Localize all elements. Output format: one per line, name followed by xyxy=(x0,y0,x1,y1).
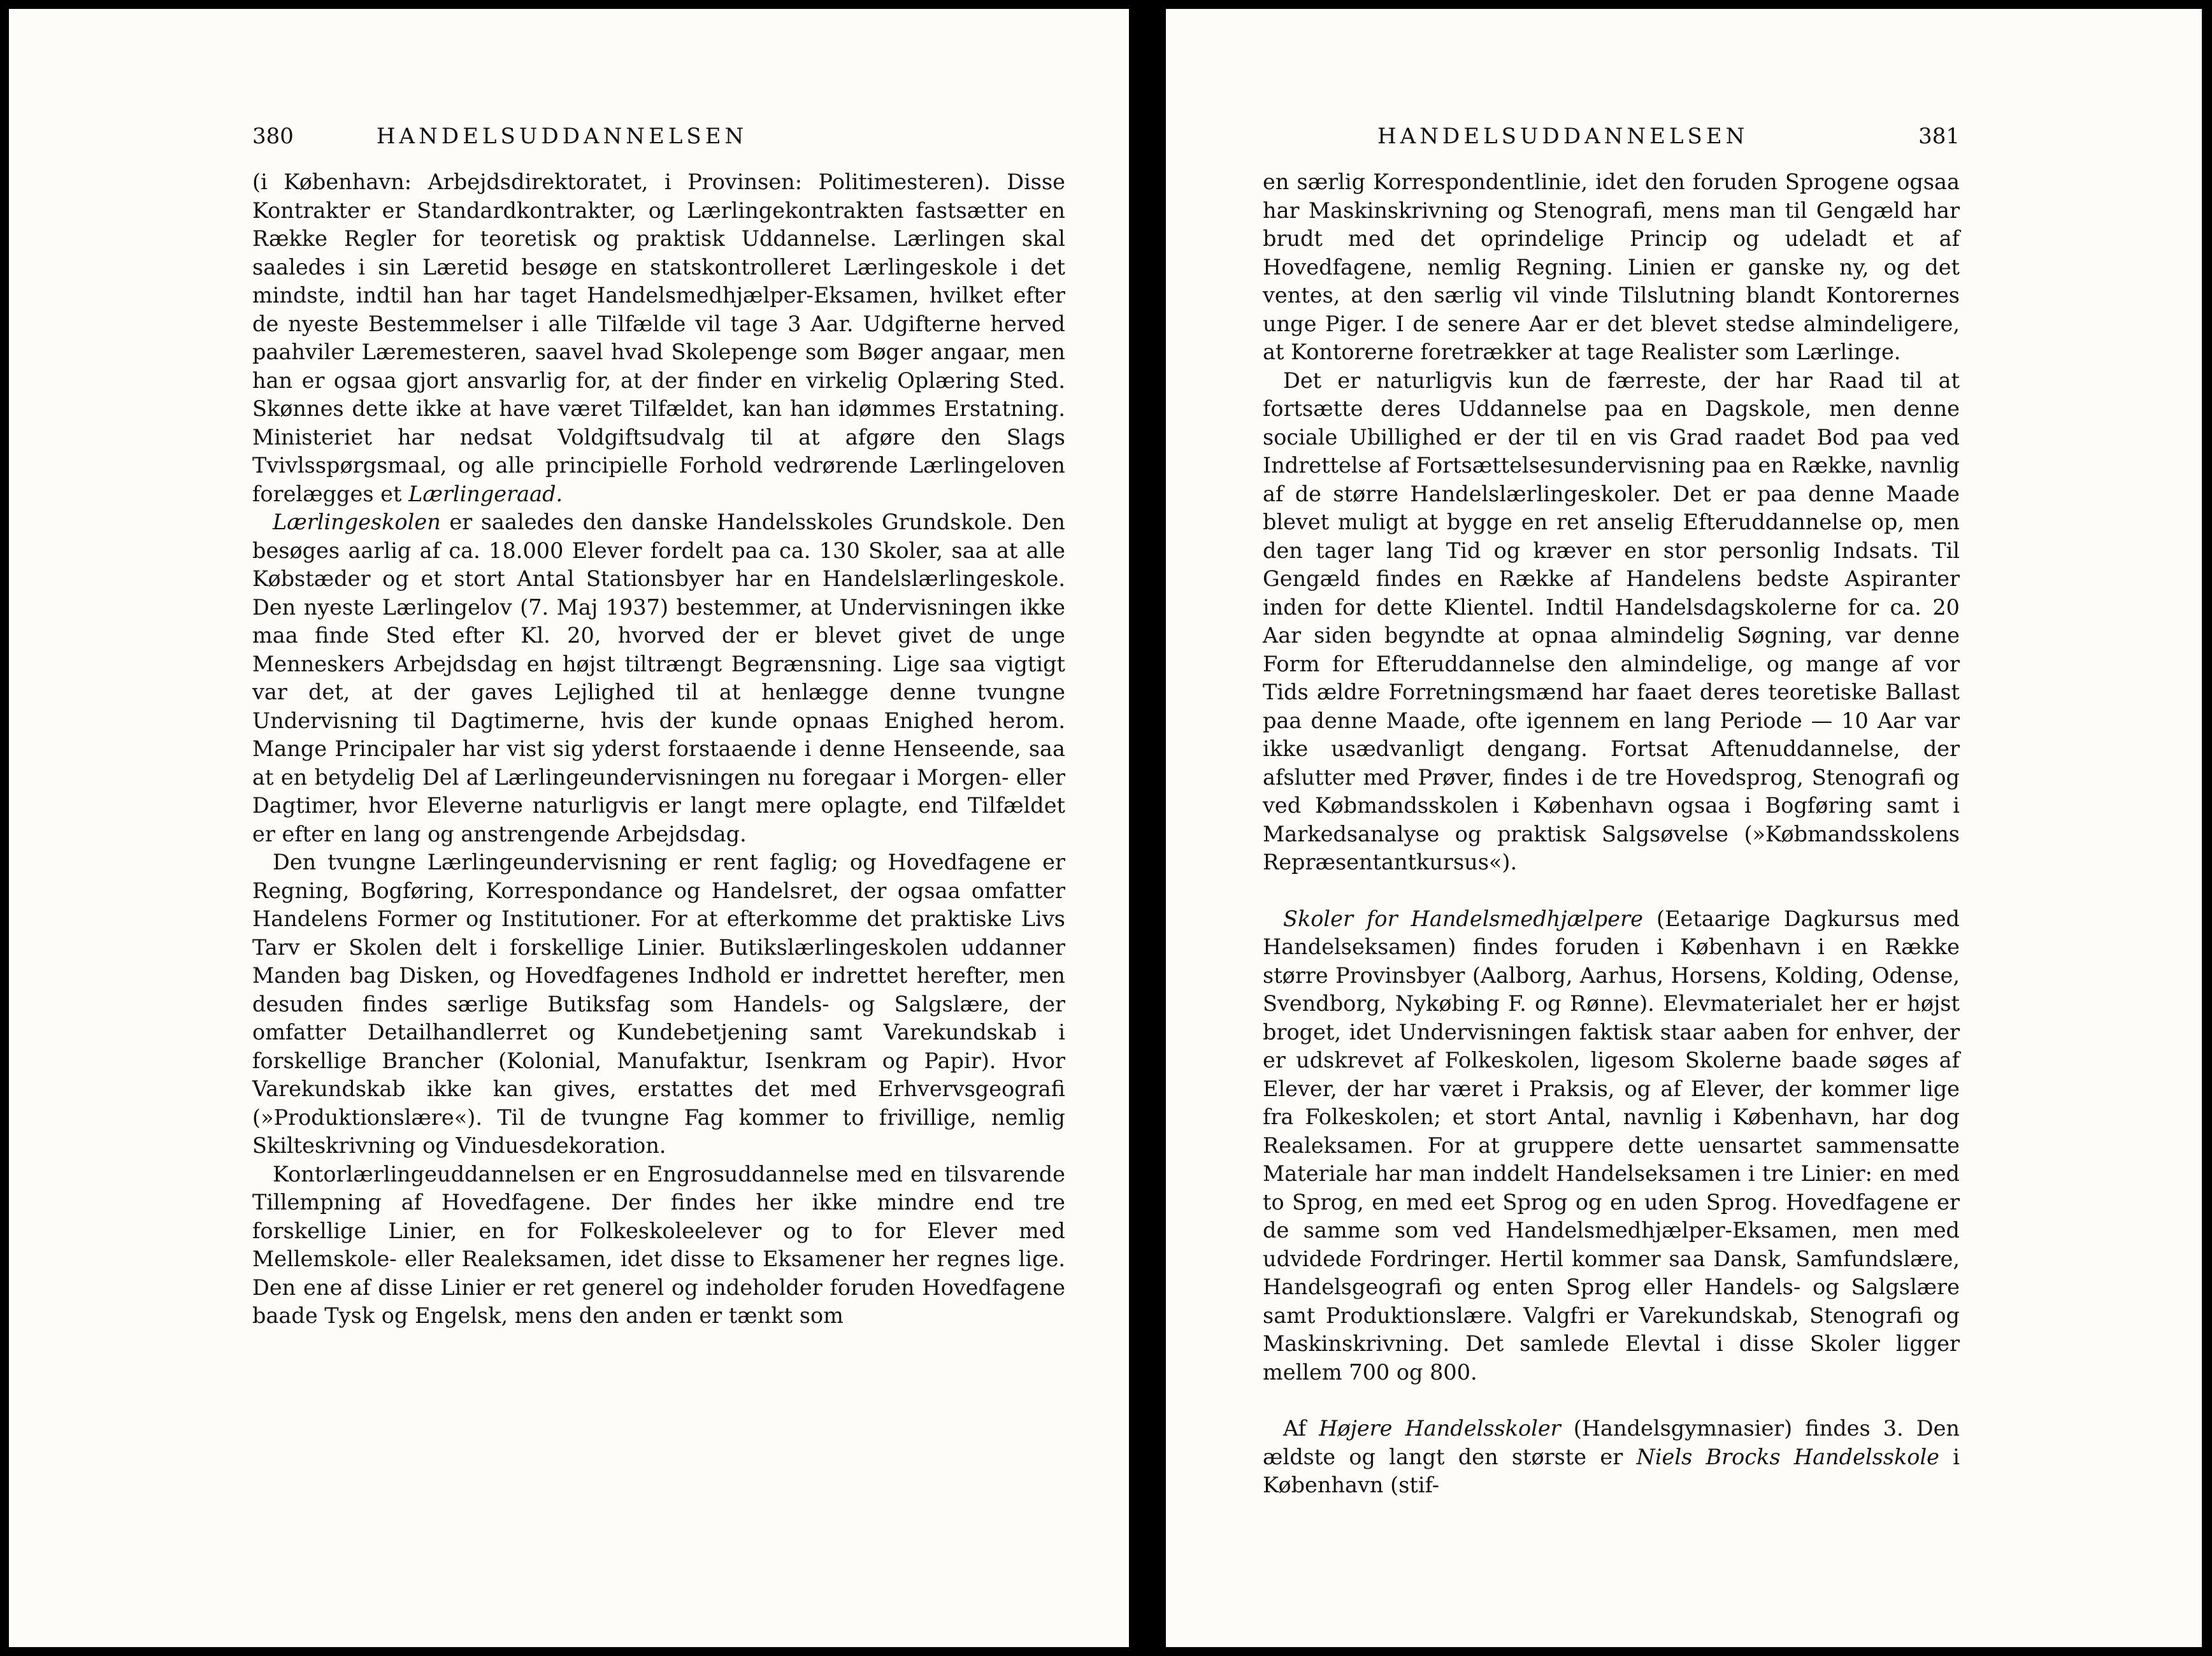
text-run: (i København: Arbejdsdirektoratet, i Provinsen: Politimesteren). Disse Kontrakter er Standardkontrakter, og Lærlingekontrakten fastsætter en Række Regler for teoretisk og praktisk Uddannelse. Lærlingen skal saaledes i sin Læretid besøge en statskontrolleret Lærlingeskole i det mindste, indtil han har taget Handelsmedhjælper-Eksamen, hvilket efter de nyeste Bestemmelser i alle Tilfælde vil tage 3 Aar. Udgifterne herved paahviler Læremesteren, saavel hvad Skolepenge som Bøger angaar, men han er ogsaa gjort ansvarlig for, at der finder en virkelig Oplæring Sted. Skønnes dette ikke at have været Tilfældet, kan han idømmes Erstatning. Ministeriet har nedsat Voldgiftsudvalg til at afgøre den Slags Tvivlsspørgsmaal, og alle principielle Forhold vedrørende Lærlingeloven forelægges et xyxy=(252,169,1065,506)
italic-text: Højere Handelsskoler xyxy=(1319,1416,1561,1441)
italic-text: Lærlingeraad. xyxy=(408,481,563,506)
text-run: Af xyxy=(1283,1416,1319,1441)
italic-text: Skoler for Handelsmedhjælpere xyxy=(1283,906,1643,931)
text-run: Kontorlærlingeuddannelsen er en Engrosuddannelse med en tilsvarende Tillempning af Hovedfagene. Der findes her ikke mindre end tre forskellige Linier, en for Folkeskoleelever og to for Elever med Mellemskole- eller Realeksamen, idet disse to Eksamener her regnes lige. Den ene af disse Linier er ret generel og indeholder foruden Hovedfagene baade Tysk og Engelsk, mens den anden er tænkt som xyxy=(252,1161,1065,1328)
paragraph xyxy=(1263,367,1960,877)
paragraph xyxy=(1263,1415,1960,1500)
running-head: HANDELSUDDANNELSEN xyxy=(1377,124,1749,149)
left-page-header xyxy=(252,124,1065,163)
running-head: HANDELSUDDANNELSEN xyxy=(376,124,748,149)
italic-text: Lærlingeskolen xyxy=(273,510,441,534)
text-run: (Eetaarige Dagkursus med Handelseksamen) findes foruden i København i en Række større Provinsbyer (Aalborg, Aarhus, Horsens, Kolding, Odense, Svendborg, Nykøbing F. og Rønne). Elevmaterialet her er højst broget, idet Undervisningen faktisk staar aaben for enhver, der er udskrevet af Folkeskolen, ligesom Skolerne baade søges af Elever, der har været i Praksis, og af Elever, der kommer lige fra Folkeskolen; et stort Antal, navnlig i København, har dog Realeksamen. For at gruppere dette uensartet sammensatte Materiale har man inddelt Handelseksamen i tre Linier: en med to Sprog, en med eet Sprog og en uden Sprog. Hovedfagene er de samme som ved Handelsmedhjælper-Eksamen, men med udvidede Fordringer. Hertil kommer saa Dansk, Samfundslære, Handelsgeografi og enten Sprog eller Handels- og Salgslære samt Produktionslære. Valgfri er Varekundskab, Stenografi og Maskinskrivning. Det samlede Elevtal i disse Skoler ligger mellem 700 og 800. xyxy=(1263,906,1960,1385)
text-run: (Handelsgymnasier) findes 3. Den ældste og langt den største er xyxy=(1263,1416,1960,1469)
text-run: Det er naturligvis kun de færreste, der har Raad til at fortsætte deres Uddannelse paa en Dagskole, men denne sociale Ubillighed er der til en vis Grad raadet Bod paa ved Indrettelse af Fortsættelsesundervisning paa en Række, navnlig af de større Handelslærlingeskoler. Det er paa denne Maade blevet muligt at bygge en ret anselig Efteruddannelse op, men den tager lang Tid og kræver en stor personlig Indsats. Til Gengæld findes en Række af Handelens bedste Aspiranter inden for dette Klientel. Indtil Handelsdagskolerne for ca. 20 Aar siden begyndte at opnaa almindelig Søgning, var denne Form for Efteruddannelse den almindelige, og mange af vor Tids ældre Forretningsmænd har faaet deres teoretiske Ballast paa denne Maade, ofte igennem en lang Periode — 10 Aar var ikke usædvanligt dengang. Fortsat Aftenuddannelse, der afslutter med Prøver, findes i de tre Hovedsprog, Stenografi og ved Købmandsskolen i København ogsaa i Bogføring samt i Markedsanalyse og praktisk Salgsøvelse (»Købmandsskolens Repræsentantkursus«). xyxy=(1263,368,1960,874)
text-run: Den tvungne Lærlingeundervisning er rent faglig; og Hovedfagene er Regning, Bogføring, Korrespondance og Handelsret, der ogsaa omfatter Handelens Former og Institutioner. For at efterkomme det praktiske Livs Tarv er Skolen delt i forskellige Linier. Butikslærlingeskolen uddanner Manden bag Disken, og Hovedfagenes Indhold er indrettet herefter, men desuden findes særlige Butiksfag som Handels- og Salgslære, der omfatter Detailhandlerret og Kundebetjening samt Varekundskab i forskellige Brancher (Kolonial, Manufaktur, Isenkram og Papir). Hvor Varekundskab ikke kan gives, erstattes det med Erhvervsgeografi (»Produktionslære«). Til de tvungne Fag kommer to frivillige, nemlig Skilteskrivning og Vinduesdekoration. xyxy=(252,850,1065,1158)
right-page-header xyxy=(1263,124,1960,163)
text-run: er saaledes den danske Handelsskoles Grundskole. Den besøges aarlig af ca. 18.000 Elever fordelt paa ca. 130 Skoler, saa at alle Købstæder og et stort Antal Stationsbyer har en Handelslærlingeskole. Den nyeste Lærlingelov (7. Maj 1937) bestemmer, at Undervisningen ikke maa finde Sted efter Kl. 20, hvorved der er blevet givet de unge Menneskers Arbejdsdag en højst tiltrængt Begrænsning. Lige saa vigtigt var det, at der gaves Lejlighed til at henlægge denne tvungne Undervisning til Dagtimerne, hvis der kunde opnaas Enighed herom. Mange Principaler har vist sig yderst forstaaende i denne Henseende, saa at en betydelig Del af Lærlingeundervisningen nu foregaar i Morgen- eller Dagtimer, hvor Eleverne naturligvis er langt mere oplagte, end Tilfældet er efter en lang og anstrengende Arbejdsdag. xyxy=(252,510,1065,846)
left-page xyxy=(9,9,1129,1647)
paragraph xyxy=(1263,168,1960,367)
right-page xyxy=(1166,9,2202,1647)
text-run: i København (stif- xyxy=(1263,1444,1960,1497)
left-page-body xyxy=(252,168,1065,1331)
paragraph xyxy=(1263,905,1960,1387)
text-run: en særlig Korrespondentlinie, idet den foruden Sprogene ogsaa har Maskinskrivning og Stenografi, mens man til Gengæld har brudt med det oprindelige Princip og udeladt et af Hovedfagene, nemlig Regning. Linien er ganske ny, og det ventes, at den særlig vil vinde Tilslutning blandt Kontorernes unge Piger. I de senere Aar er det blevet stedse almindeligere, at Kontorerne foretrækker at tage Realister som Lærlinge. xyxy=(1263,169,1960,364)
paragraph xyxy=(252,848,1065,1160)
page-number: 381 xyxy=(1918,124,1960,149)
page-number: 380 xyxy=(252,124,294,149)
paragraph xyxy=(252,168,1065,508)
italic-text: Niels Brocks Handelsskole xyxy=(1636,1444,1939,1469)
right-page-body xyxy=(1263,168,1960,1500)
paragraph xyxy=(252,1160,1065,1331)
paragraph xyxy=(252,508,1065,848)
